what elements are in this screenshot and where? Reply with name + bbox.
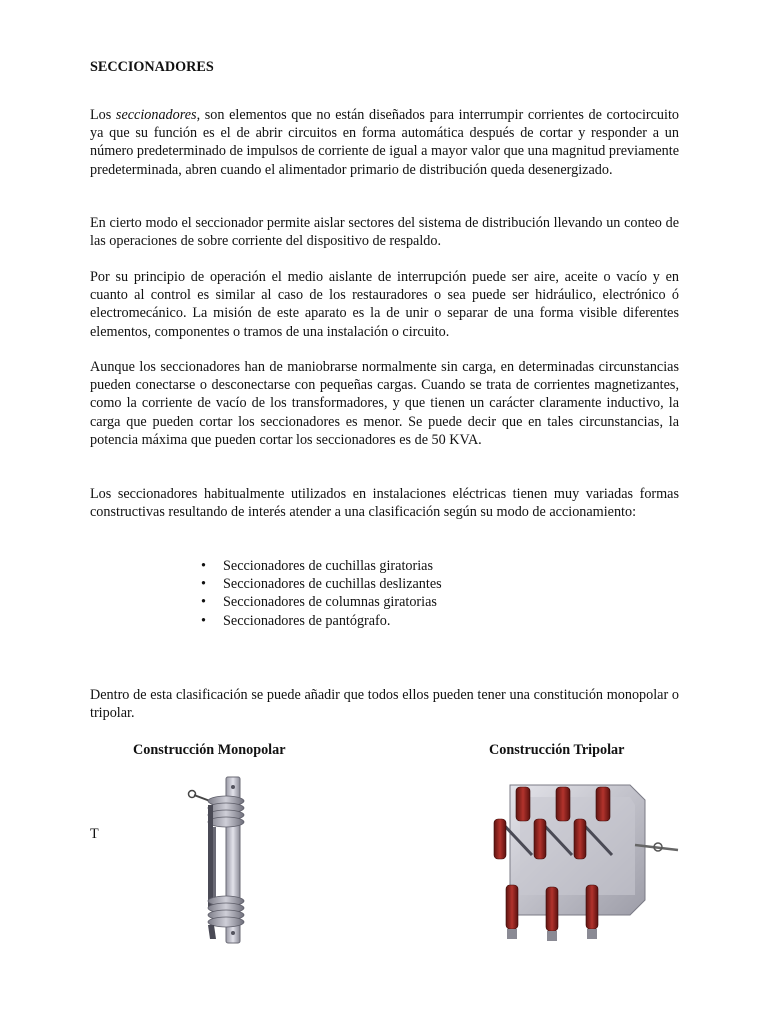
intro-rest: , son elementos que no están diseñados para interrumpir corrientes de cortocircuito ya que su función es el de abrir circuitos en forma automática después de cortar y responder a un número predeterminado de impulsos de corriente de igual a mayor valor que una magnitud previamente predeterminada, abren cuando el alimentador primario de distribución queda desenergizado. xyxy=(90,107,679,178)
paragraph-types: Los seccionadores habitualmente utilizados en instalaciones eléctricas tienen muy variadas formas constructivas resultando de interés atender a una clasificación según su modo de accionamiento: xyxy=(90,486,679,521)
monopolar-disconnector-image xyxy=(180,775,260,945)
tripolar-insulators-top xyxy=(516,787,610,821)
page-title: SECCIONADORES xyxy=(90,59,214,75)
paragraph-isolation: En cierto modo el seccionador permite aislar sectores del sistema de distribución llevando un conteo de las operaciones de sobre corriente del dispositivo de respaldo. xyxy=(90,215,679,250)
paragraph-classification: Dentro de esta clasificación se puede añadir que todos ellos pueden tener una constitución monopolar o tripolar. xyxy=(90,687,679,722)
tripolar-caption: Construcción Tripolar xyxy=(489,742,625,758)
list-item: • Seccionadores de pantógrafo. xyxy=(200,612,460,630)
tripolar-disconnector-image xyxy=(480,775,680,945)
paragraph-operation: Por su principio de operación el medio aislante de interrupción puede ser aire, aceite o vacío y en cuanto al control es similar al caso de los restauradores o sea puede ser hidráulico, electrónico ó electromecánico. La misión de este aparato es la de unir o separar de una forma visible diferentes elementos, componentes o tramos de una instalación o circuito. xyxy=(90,269,679,340)
list-item: • Seccionadores de cuchillas deslizantes xyxy=(200,575,460,593)
types-list xyxy=(200,557,460,630)
list-item: • Seccionadores de cuchillas giratorias xyxy=(200,557,460,575)
paragraph-intro xyxy=(90,106,679,179)
intro-term: seccionadores xyxy=(115,107,197,123)
list-item: • Seccionadores de columnas giratorias xyxy=(200,593,460,611)
paragraph-load: Aunque los seccionadores han de maniobrarse normalmente sin carga, en determinadas circunstancias pueden conectarse o desconectarse con pequeñas cargas. Cuando se trata de corrientes magnetizantes, como la corriente de vacío de los transformadores, y que tienen un carácter claramente inductivo, la carga que pueden cortar los seccionadores es menor. Se puede decir que en tales circunstancias, la potencia máxima que pueden cortar los seccionadores es de 50 KVA. xyxy=(90,359,679,448)
stray-letter: T xyxy=(90,826,99,842)
monopolar-caption: Construcción Monopolar xyxy=(133,742,286,758)
intro-lead: Los xyxy=(90,107,116,123)
